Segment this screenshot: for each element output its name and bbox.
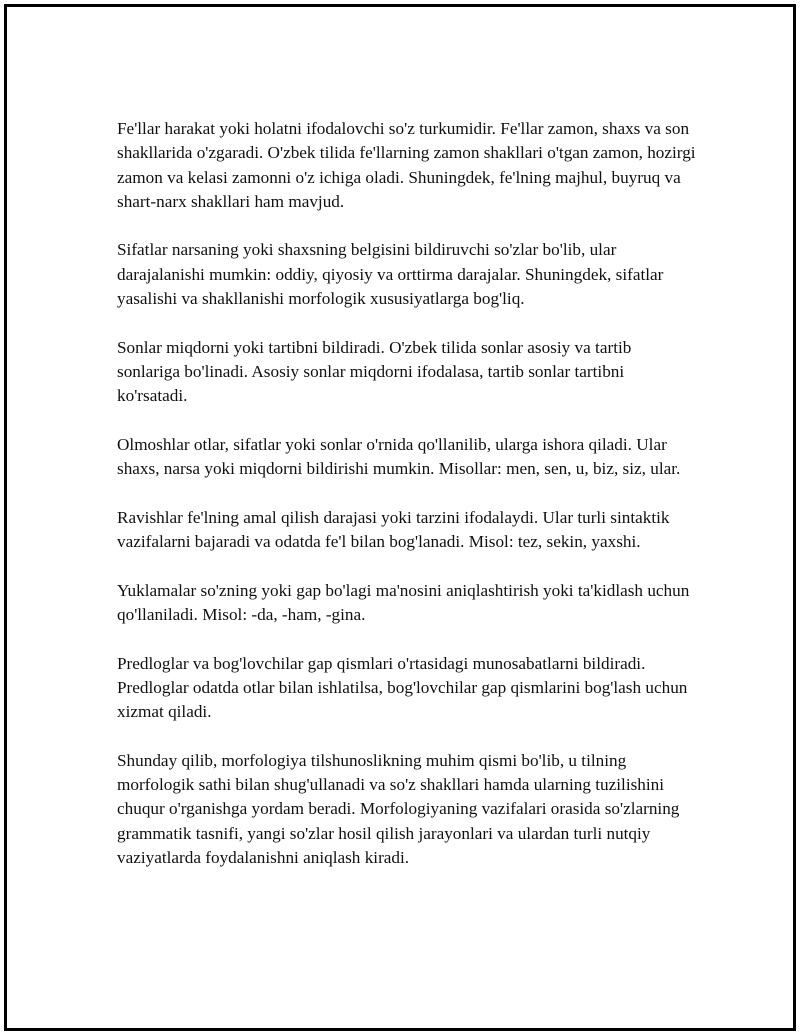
paragraph-prepositions-conjunctions: Predloglar va bog'lovchilar gap qismlari o'rtasidagi munosabatlarni bildiradi. Predloglar odatda otlar bilan ishlatilsa, bog'lovchilar gap qismlarini bog'lash uchun xizmat qiladi. — [117, 653, 688, 722]
paragraph-particles: Yuklamalar so'zning yoki gap bo'lagi ma'nosini aniqlashtirish yoki ta'kidlash uchun qo'llaniladi. Misol: -da, -ham, -gina. — [117, 580, 690, 624]
paragraph-numerals: Sonlar miqdorni yoki tartibni bildiradi. O'zbek tilida sonlar asosiy va tartib sonlariga bo'linadi. Asosiy sonlar miqdorni ifodalasa, tartib sonlar tartibni ko'rsatadi. — [117, 337, 632, 406]
paragraph-pronouns: Olmoshlar otlar, sifatlar yoki sonlar o'rnida qo'llanilib, ularga ishora qiladi. Ular shaxs, narsa yoki miqdorni bildirishi mumkin. Misollar: men, sen, u, biz, siz, ular. — [117, 434, 681, 479]
paragraph-verbs: Fe'llar harakat yoki holatni ifodalovchi so'z turkumidir. Fe'llar zamon, shaxs va son shakllarida o'zgaradi. O'zbek tilida fe'llarning zamon shakllari o'tgan zamon, hozirgi zamon va kelasi zamonni o'z ichiga oladi. Shuningdek, fe'lning majhul, buyruq va shart-narx shakllari ham mavjud. — [117, 119, 696, 211]
paragraph-adverbs: Ravishlar fe'lning amal qilish darajasi yoki tarzini ifodalaydi. Ular turli sintaktik vazifalarni bajaradi va odatda fe'l bilan bog'lanadi. Misol: tez, sekin, yaxshi. — [117, 507, 670, 552]
paragraph-conclusion: Shunday qilib, morfologiya tilshunoslikning muhim qismi bo'lib, u tilning morfologik sathi bilan shug'ullanadi va so'z shakllari hamda ularning tuzilishini chuqur o'rganishga yordam beradi. Morfologiyaning vazifalari orasida so'zlarning grammatik tasnifi, yangi so'zlar hosil qilish jarayonlari va ulardan turli nutqiy vaziyatlarda foydalanishni aniqlash kiradi. — [117, 750, 680, 867]
paragraph-adjectives: Sifatlar narsaning yoki shaxsning belgisini bildiruvchi so'zlar bo'lib, ular darajalanishi mumkin: oddiy, qiyosiy va orttirma darajalar. Shuningdek, sifatlar yasalishi va shakllanishi morfologik xususiyatlarga bog'liq. — [117, 240, 664, 309]
document-body — [117, 117, 697, 895]
